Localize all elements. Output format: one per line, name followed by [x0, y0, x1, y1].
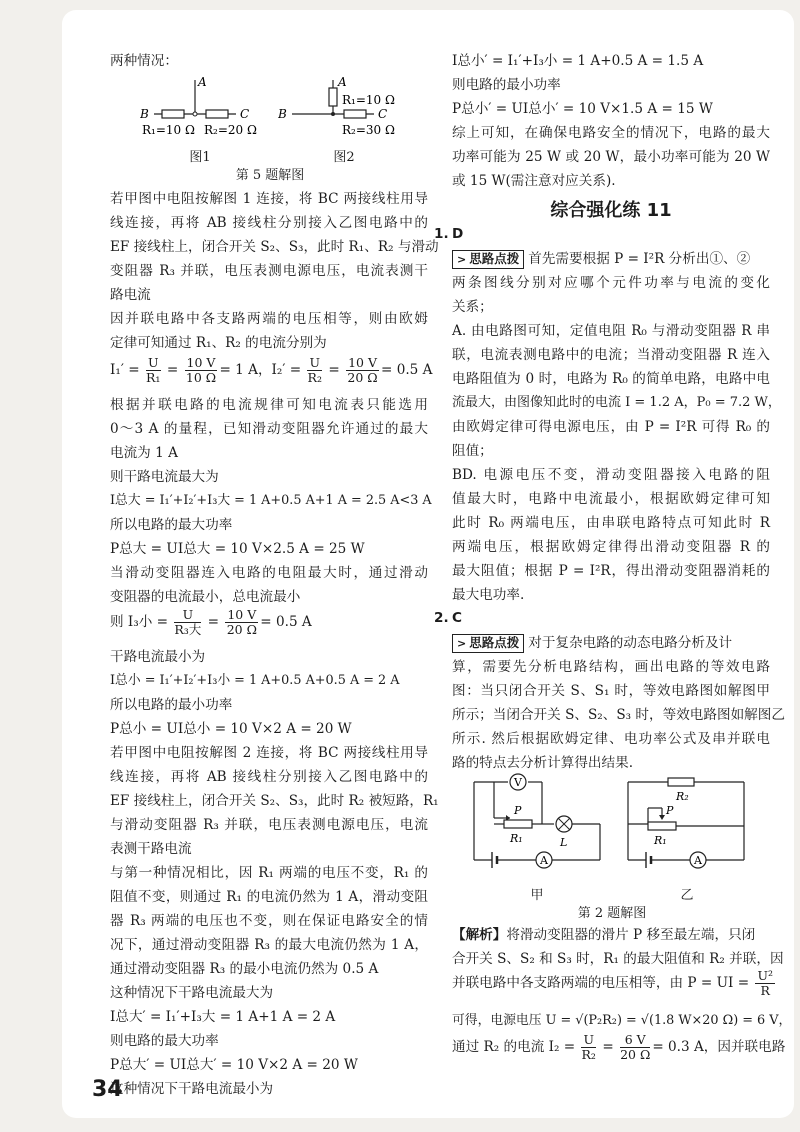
fig2-r2-label: R₂=30 Ω — [342, 123, 395, 137]
left-line: 阻值不变，则通过 R₁ 的电流仍然为 1 A，滑动变阻 — [110, 889, 428, 905]
fig2-label-C: C — [378, 107, 388, 121]
right-line: 所示；当闭合开关 S、S₂、S₃ 时，等效电路图如解图乙 — [452, 707, 785, 723]
q2-hint-line: > 思路点拨 对于复杂电路的动态电路分析及计 — [452, 634, 770, 653]
fig2-caption: 图2 — [333, 150, 355, 165]
left-line: 则干路电流最大为 — [110, 469, 219, 485]
fig1-caption: 图1 — [189, 150, 211, 165]
left-line: 器 R₃ 两端的电压也不变，则在保证电路安全的情 — [110, 913, 428, 929]
svg-text:P: P — [514, 804, 522, 817]
right-line: 图：当只闭合开关 S、S₁ 时，等效电路图如解图甲 — [452, 683, 770, 699]
fig2-label-B: B — [278, 107, 287, 121]
q1-hint-line: > 思路点拨 首先需要根据 P = I²R 分析出①、② — [452, 250, 770, 269]
right-line: A. 由电路图可知，定值电阻 R₀ 与滑动变阻器 R 串 — [452, 323, 770, 339]
right-line: 则电路的最小功率 — [452, 77, 561, 93]
left-equation: I总小 = I₁′+I₂′+I₃小 = 1 A+0.5 A+0.5 A = 2 A — [110, 673, 400, 688]
svg-text:P: P — [666, 804, 674, 817]
right-line: 综上可知，在确保电路安全的情况下，电路的最大 — [452, 125, 770, 141]
fig2-solution-caption: 第 2 题解图 — [577, 906, 647, 921]
jiexi-line: 【解析】将滑动变阻器的滑片 P 移至最左端，只闭 — [452, 927, 756, 943]
left-line: EF 接线柱上，闭合开关 S₂、S₃，此时 R₂ 被短路，R₁ — [110, 793, 439, 809]
question-2-answer: C — [452, 610, 462, 626]
left-line: 线连接，再将 AB 接线柱分别接入乙图电路中的 — [110, 769, 428, 785]
question-1-number: 1. — [434, 226, 449, 242]
left-line: 变阻器的电流最小，总电流最小 — [110, 589, 301, 605]
left-line: 若甲图中电阻按解图 2 连接，将 BC 两接线柱用导 — [110, 745, 428, 761]
fig1-r2-label: R₂=20 Ω — [204, 123, 257, 137]
left-equation: P总大 = UI总大 = 10 V×2.5 A = 25 W — [110, 541, 365, 557]
fig2-label-A: A — [338, 75, 347, 89]
fig2-r1-label: R₁=10 Ω — [342, 93, 395, 107]
circuit-diagram-yi — [618, 770, 758, 880]
fig1-label-C: C — [240, 107, 250, 121]
right-line: 联，电流表测电路中的电流；当滑动变阻器 R 连入 — [452, 347, 770, 363]
circuit-yi-caption: 乙 — [680, 888, 694, 903]
left-line: 这种情况下干路电流最小为 — [110, 1081, 274, 1097]
left-line: 当滑动变阻器连入电路的电阻最大时，通过滑动 — [110, 565, 428, 581]
page-number: 34 — [92, 1077, 123, 1102]
right-line: 值最大时，电路中电流最小，根据欧姆定律可知 — [452, 491, 770, 507]
right-equation: P总小′ = UI总小′ = 10 V×1.5 A = 15 W — [452, 101, 713, 117]
svg-text:V: V — [514, 776, 522, 789]
fig1-label-B: B — [140, 107, 149, 121]
left-line: 表测干路电流 — [110, 841, 192, 857]
right-line: 算，需要先分析电路结构，画出电路的等效电路 — [452, 659, 770, 675]
right-line: 合开关 S、S₂ 和 S₃ 时，R₁ 的最大阻值和 R₂ 并联，因 — [452, 951, 784, 967]
section-title: 综合强化练 11 — [550, 200, 672, 221]
left-line: 所以电路的最大功率 — [110, 517, 233, 533]
svg-text:A: A — [694, 854, 702, 867]
current-equation-3: 则 I₃小 = $\frac{U}{\text{R₃大}}$ = $\frac{10 V}{20 \Omega}$ = 0.5 A — [110, 607, 312, 637]
svg-text:A: A — [540, 854, 548, 867]
left-line: 所以电路的最小功率 — [110, 697, 233, 713]
left-line: 况下，通过滑动变阻器 R₃ 的最大电流仍然为 1 A， — [110, 937, 428, 953]
left-line: 根据并联电路的电流规律可知电流表只能选用 — [110, 397, 428, 413]
left-line: 通过滑动变阻器 R₃ 的最小电流仍然为 0.5 A — [110, 961, 379, 977]
jiexi-current-line: 通过 R₂ 的电流 I₂ = $\frac{U}{\text{R₂}}$ = $\frac{6 V}{20 \Omega}$ = 0.3 A，因并联电路 — [452, 1032, 786, 1062]
left-equation: I总大′ = I₁′+I₃大 = 1 A+1 A = 2 A — [110, 1009, 336, 1025]
left-line: EF 接线柱上，闭合开关 S₂、S₃，此时 R₁、R₂ 与滑动 — [110, 239, 439, 255]
fig5-caption: 第 5 题解图 — [235, 168, 305, 183]
fig1-label-A: A — [198, 75, 207, 89]
right-line: 最大阻值；根据 P = I²R，得出滑动变阻器消耗的 — [452, 563, 770, 579]
right-line: 两条图线分别对应哪个元件功率与电流的变化 — [452, 275, 770, 291]
current-equation-1: I₁′ = $\frac{U}{\text{R₁}}$ = $\frac{10 V}{10 \Omega}$ = 1 A，I₂′ = $\frac{U}{\text{R₂}}$ = $\frac{10 V}{20 \Omega}$ = 0.5 A — [110, 355, 433, 385]
svg-text:R₁: R₁ — [510, 832, 523, 845]
right-line: 功率可能为 25 W 或 20 W，最小功率可能为 20 W — [452, 149, 770, 165]
question-1-answer: D — [452, 226, 464, 242]
circuit-jia-caption: 甲 — [530, 888, 544, 903]
right-equation: I总小′ = I₁′+I₃小 = 1 A+0.5 A = 1.5 A — [452, 53, 704, 69]
right-line: 关系； — [452, 299, 493, 315]
right-line: 两端电压，根据欧姆定律得出滑动变阻器 R 的 — [452, 539, 770, 555]
left-line: 定律可知通过 R₁、R₂ 的电流分别为 — [110, 335, 327, 351]
left-line: 则电路的最大功率 — [110, 1033, 219, 1049]
right-line: 或 15 W(需注意对应关系). — [452, 173, 616, 189]
right-line: 电路阻值为 0 时，电路为 R₀ 的简单电路，电路中电 — [452, 371, 770, 387]
svg-text:R₂: R₂ — [676, 790, 689, 803]
left-line: 与第一种情况相比，因 R₁ 两端的电压不变，R₁ 的 — [110, 865, 428, 881]
hint-tag: > 思路点拨 — [452, 634, 524, 653]
intro-text: 两种情况： — [110, 53, 178, 69]
right-line: 由欧姆定律可得电源电压，由 P = I²R 可得 R₀ 的 — [452, 419, 770, 435]
right-line: 流最大，由图像知此时的电流 I = 1.2 A，P₀ = 7.2 W， — [452, 395, 781, 410]
right-line: 阻值； — [452, 443, 493, 459]
left-line: 变阻器 R₃ 并联，电压表测电源电压，电流表测干 — [110, 263, 428, 279]
chevron-right-icon: > — [457, 253, 467, 266]
left-line: 线连接，再将 AB 接线柱分别接入乙图电路中的 — [110, 215, 428, 231]
circuit-figure-1 — [140, 74, 270, 144]
svg-text:R₁: R₁ — [654, 834, 667, 847]
fig1-r1-label: R₁=10 Ω — [142, 123, 195, 137]
left-line: 与滑动变阻器 R₃ 并联，电压表测电源电压，电流 — [110, 817, 428, 833]
hint-tag: > 思路点拨 — [452, 250, 524, 269]
right-line: BD. 电源电压不变，滑动变阻器接入电路的阻 — [452, 467, 770, 483]
left-equation: P总小 = UI总小 = 10 V×2 A = 20 W — [110, 721, 352, 737]
right-line: 路的特点去分析计算得出结果. — [452, 755, 634, 771]
left-line: 干路电流最小为 — [110, 649, 206, 665]
right-line: 最大电功率. — [452, 587, 525, 603]
jiexi-equation-line: 并联电路中各支路两端的电压相等，由 P = UI = $\frac{\text{U²}}{R}$ — [452, 968, 773, 998]
left-equation: P总大′ = UI总大′ = 10 V×2 A = 20 W — [110, 1057, 358, 1073]
svg-text:L: L — [560, 836, 568, 849]
right-line: 此时 R₀ 两端电压，由串联电路特点可知此时 R — [452, 515, 770, 531]
chevron-right-icon: > — [457, 637, 467, 650]
left-line: 路电流 — [110, 287, 151, 303]
question-2-number: 2. — [434, 610, 449, 626]
circuit-figure-2 — [278, 74, 428, 144]
left-line: 0～3 A 的量程，已知滑动变阻器允许通过的最大 — [110, 421, 428, 437]
left-line: 这种情况下干路电流最大为 — [110, 985, 274, 1001]
left-equation: I总大 = I₁′+I₂′+I₃大 = 1 A+0.5 A+1 A = 2.5 A<3 A — [110, 493, 432, 508]
left-line: 因并联电路中各支路两端的电压相等，则由欧姆 — [110, 311, 428, 327]
right-line: 所示. 然后根据欧姆定律、电功率公式及串并联电 — [452, 731, 770, 747]
left-line: 电流为 1 A — [110, 445, 178, 461]
right-line: 可得，电源电压 U = √(P₂R₂) = √(1.8 W×20 Ω) = 6 V， — [452, 1013, 792, 1028]
circuit-diagram-jia — [464, 770, 612, 880]
left-line: 若甲图中电阻按解图 1 连接，将 BC 两接线柱用导 — [110, 191, 428, 207]
